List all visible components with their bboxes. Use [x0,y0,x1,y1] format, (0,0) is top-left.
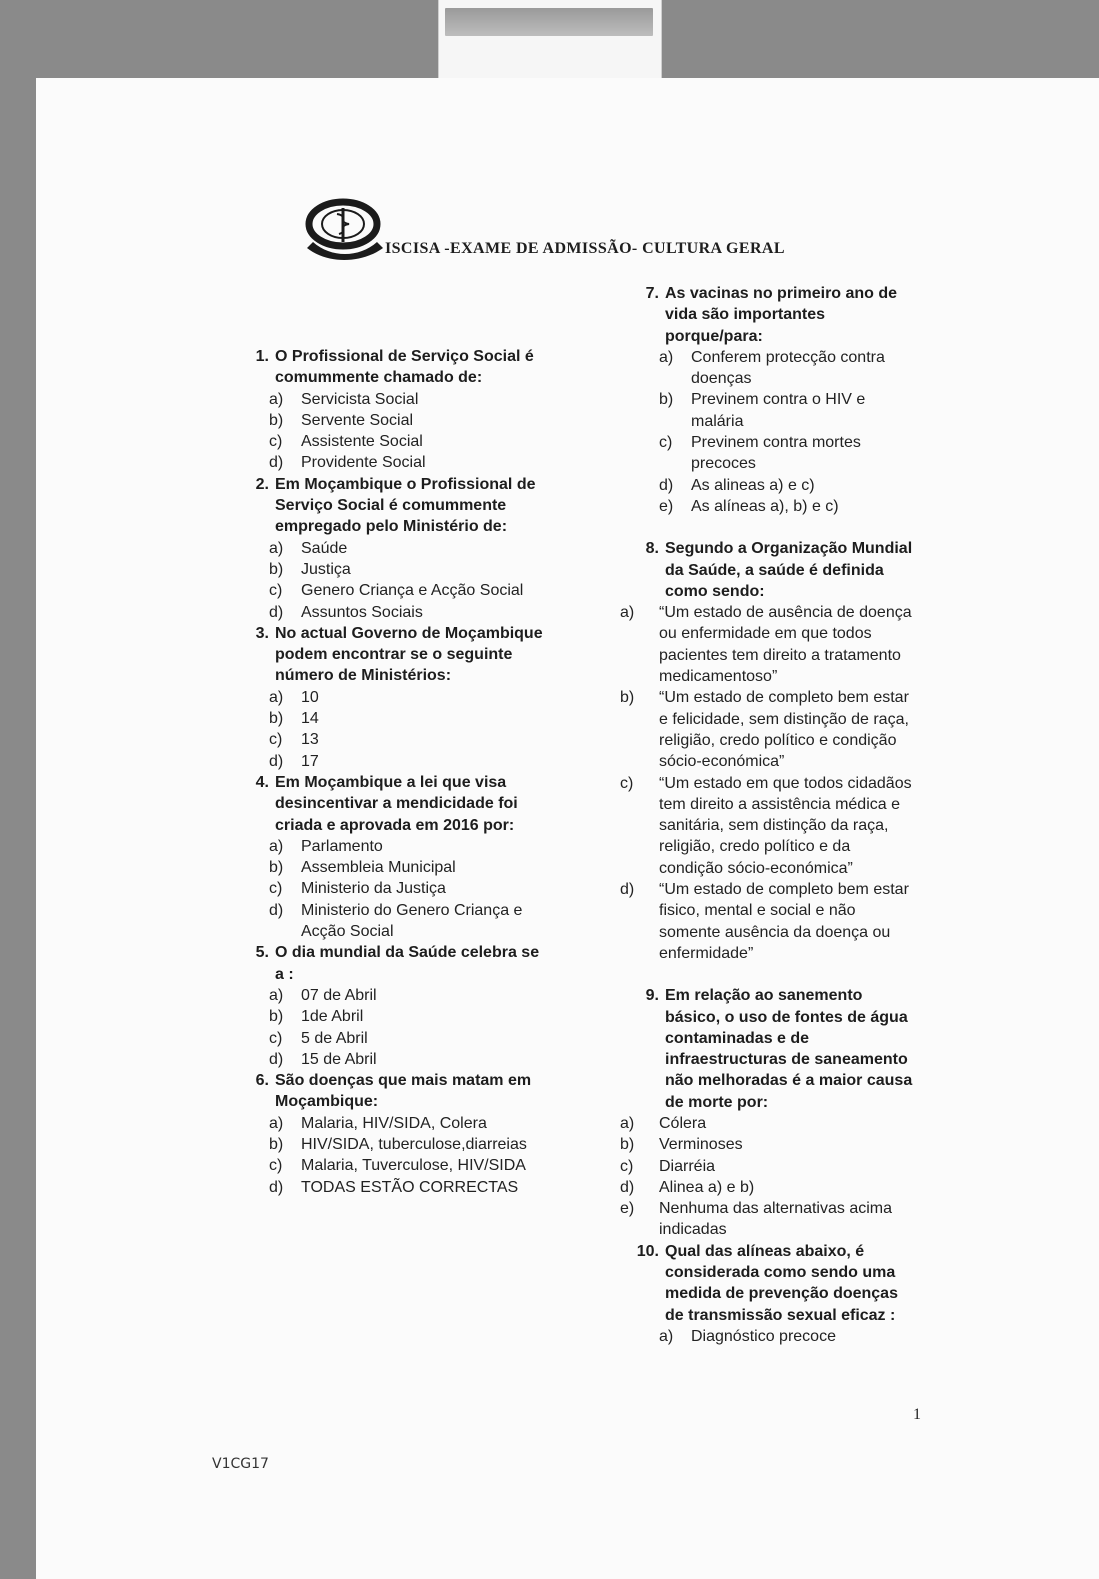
answer-option [616,773,916,879]
option-text: “Um estado de completo bem estar e felicidade, sem distinção de raça, religião, credo político e condição sócio-económica” [659,689,909,771]
question-10 [616,1241,916,1347]
question-number: 1. [255,348,269,365]
question-text: Qual das alíneas abaixo, é considerada como sendo uma medida de prevenção doenças de transmissão sexual eficaz : [665,1242,898,1324]
question-number: 2. [255,475,269,493]
answer-option [616,1177,916,1198]
option-letter: c) [659,434,673,452]
answer-option [269,729,552,750]
answer-option [269,751,552,772]
question-text: O Profissional de Serviço Social é comummente chamado de: [275,348,534,387]
scanner-tab [438,0,662,84]
option-text: As alineas a) e c) [691,476,815,494]
option-text: Justiça [301,560,351,578]
answer-option [269,1177,552,1198]
option-letter: a) [659,348,674,366]
question-number: 9. [645,987,659,1005]
option-letter: b) [269,1008,284,1026]
answer-option [659,1326,916,1347]
answer-option [659,389,916,432]
option-letter: a) [269,539,284,557]
scanner-strip [445,8,653,36]
question-5 [232,942,552,1070]
question-8 [616,538,916,964]
option-letter: c) [269,1029,283,1047]
answer-option [269,878,552,899]
answer-option [269,900,552,943]
option-text: Diarréia [659,1157,716,1175]
option-letter: c) [269,433,283,451]
question-1 [232,346,552,474]
option-letter: b) [269,560,284,578]
option-letter: d) [269,901,284,919]
question-number: 3. [255,624,269,642]
answer-option [269,1155,552,1176]
option-text: 13 [301,731,319,749]
answer-option [269,410,552,431]
left-column [232,346,552,1198]
option-letter: b) [659,391,674,409]
answer-option [616,1113,916,1134]
option-letter: c) [620,774,634,792]
answer-option [269,708,552,729]
option-text: 17 [301,752,319,770]
answer-option [616,1156,916,1177]
answer-option [269,559,552,580]
question-text: Em Moçambique a lei que visa desincentivar a mendicidade foi criada e aprovada em 2016 por: [275,773,518,834]
option-text: Assembleia Municipal [301,859,456,877]
option-text: Genero Criança e Acção Social [301,582,524,600]
option-letter: c) [269,731,283,749]
option-letter: d) [620,1178,635,1196]
answer-option [659,347,916,390]
iscisa-logo-icon [303,198,387,260]
answer-option [616,1198,916,1241]
answer-option [269,1134,552,1155]
option-text: “Um estado de ausência de doença ou enfermidade em que todos pacientes tem direito a tratamento medicamentoso” [659,604,912,686]
answer-option [269,602,552,623]
question-text: Em relação ao sanemento básico, o uso de fontes de água contaminadas e de infraestructuras de saneamento não melhoradas é a maior causa de morte por: [665,987,913,1111]
option-letter: c) [269,1157,283,1175]
option-letter: b) [269,1135,284,1153]
option-text: 10 [301,688,319,706]
question-stem [232,346,552,389]
option-letter: a) [269,986,284,1004]
spacer [616,517,916,538]
question-number: 7. [645,285,659,302]
answer-option [616,879,916,964]
option-letter: e) [620,1200,635,1218]
question-text: Em Moçambique o Profissional de Serviço Social é comummente empregado pelo Ministério de: [275,475,536,536]
answer-option [269,389,552,410]
option-letter: d) [269,752,284,770]
option-text: Alinea a) e b) [659,1178,755,1196]
answer-option [616,1134,916,1155]
option-text: 07 de Abril [301,986,377,1004]
option-text: Verminoses [659,1136,743,1154]
option-text: Servente Social [301,411,414,429]
option-letter: a) [269,390,284,408]
option-text: Malaria, HIV/SIDA, Colera [301,1114,487,1132]
answer-option [659,475,916,496]
option-text: 14 [301,710,319,728]
question-number: 8. [645,540,659,558]
question-stem [232,474,552,538]
answer-option [269,836,552,857]
question-number: 5. [255,944,269,962]
option-letter: a) [620,1114,635,1132]
right-column [616,283,916,1347]
option-letter: d) [659,476,674,494]
option-text: Malaria, Tuverculose, HIV/SIDA [301,1157,526,1175]
question-6 [232,1070,552,1198]
option-text: 1de Abril [301,1008,364,1026]
exam-title: ISCISA -EXAME DE ADMISSÃO- CULTURA GERAL [385,240,785,257]
option-letter: d) [269,1178,284,1196]
option-text: Previnem contra mortes precoces [691,434,861,473]
option-letter: a) [269,1114,284,1132]
answer-option [616,687,916,772]
option-text: Assistente Social [301,433,423,451]
option-letter: d) [269,1050,284,1068]
spacer [616,964,916,985]
answer-option [269,1049,552,1070]
question-stem [616,1241,916,1326]
question-stem [616,985,916,1113]
question-text: São doenças que mais matam em Moçambique: [275,1072,532,1111]
option-letter: a) [620,604,635,622]
question-text: O dia mundial da Saúde celebra se a : [275,944,540,983]
option-text: “Um estado de completo bem estar fisico, mental e social e não somente ausência da doença ou enfermidade” [659,881,909,962]
option-letter: d) [269,454,284,472]
question-4 [232,772,552,942]
question-number: 4. [255,773,269,791]
question-number: 6. [255,1072,269,1090]
question-3 [232,623,552,772]
option-text: 5 de Abril [301,1029,368,1047]
option-letter: a) [269,837,284,855]
option-letter: c) [269,880,283,898]
option-letter: b) [620,1136,635,1154]
option-text: Assuntos Sociais [301,603,423,621]
option-letter: c) [269,582,283,600]
option-text: Conferem protecção contra doenças [691,348,885,388]
question-9 [616,985,916,1241]
answer-option [269,452,552,473]
option-text: Ministerio do Genero Criança e Acção Social [301,901,523,941]
question-2 [232,474,552,623]
question-7 [616,283,916,517]
question-stem [616,283,916,347]
question-stem [232,942,552,985]
question-text: As vacinas no primeiro ano de vida são importantes porque/para: [665,285,898,345]
answer-option [269,1113,552,1134]
option-text: TODAS ESTÃO CORRECTAS [301,1178,519,1196]
option-letter: c) [620,1157,634,1175]
answer-option [616,602,916,687]
option-text: HIV/SIDA, tuberculose,diarreias [301,1135,527,1153]
answer-option [269,857,552,878]
option-text: Servicista Social [301,390,419,408]
answer-option [269,687,552,708]
option-letter: a) [659,1327,674,1345]
question-stem [232,623,552,687]
option-letter: d) [620,881,635,899]
answer-option [269,431,552,452]
answer-option [269,985,552,1006]
option-letter: b) [269,859,284,877]
option-text: Ministerio da Justiça [301,880,446,898]
exam-page [36,78,1099,1579]
option-letter: b) [269,411,284,429]
option-text: Cólera [659,1114,707,1132]
option-text: Previnem contra o HIV e malária [691,391,866,430]
option-text: Saúde [301,539,348,557]
answer-option [269,1028,552,1049]
answer-option [269,1006,552,1027]
option-text: Parlamento [301,837,383,855]
answer-option [269,538,552,559]
option-text: Diagnóstico precoce [691,1327,836,1345]
page-number: 1 [913,1406,921,1423]
option-letter: b) [269,710,284,728]
option-text: Nenhuma das alternativas acima indicadas [659,1200,893,1239]
answer-option [659,496,916,517]
option-letter: a) [269,688,284,706]
question-stem [232,1070,552,1113]
option-text: Providente Social [301,454,426,472]
option-letter: b) [620,689,635,707]
option-text: “Um estado em que todos cidadãos tem direito a assistência médica e sanitária, sem distinção da raça, religião, credo político e da condição sócio-económica” [659,774,912,877]
option-text: As alíneas a), b) e c) [691,497,839,515]
question-stem [616,538,916,602]
question-text: No actual Governo de Moçambique podem encontrar se o seguinte número de Ministérios: [275,624,543,685]
option-letter: d) [269,603,284,621]
question-number: 10. [636,1242,659,1260]
option-text: 15 de Abril [301,1050,377,1068]
question-stem [232,772,552,836]
answer-option [269,580,552,601]
answer-option [659,432,916,475]
exam-version-code: V1CG17 [212,1456,269,1472]
option-letter: e) [659,497,674,515]
question-text: Segundo a Organização Mundial da Saúde, a saúde é definida como sendo: [665,540,913,600]
